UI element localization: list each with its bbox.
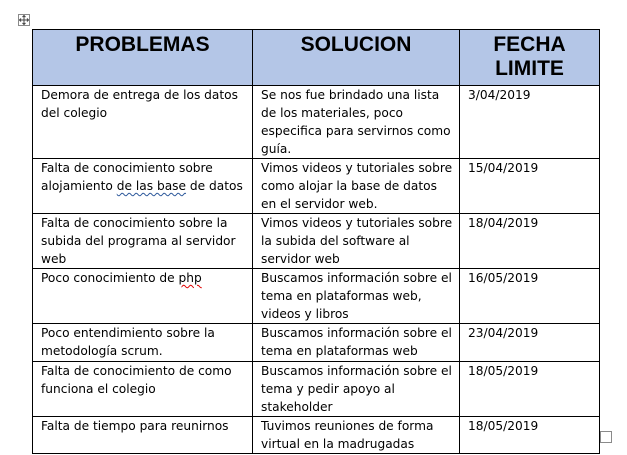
table-row — [33, 362, 600, 417]
cell-problema[interactable]: Falta de conocimiento sobre la subida del programa al servidor web — [33, 214, 253, 269]
cell-problema[interactable]: Poco entendimiento sobre la metodología scrum. — [33, 324, 253, 362]
table-header-row — [33, 30, 600, 86]
cell-fecha[interactable]: 18/04/2019 — [460, 214, 600, 269]
table-move-handle-icon[interactable] — [18, 14, 30, 26]
cell-fecha[interactable]: 15/04/2019 — [460, 159, 600, 214]
cell-solucion[interactable]: Buscamos información sobre el tema en plataformas web, videos y libros — [253, 269, 460, 324]
header-fecha-limite: FECHA LIMITE — [460, 30, 600, 86]
problems-table — [32, 29, 600, 454]
cell-fecha[interactable]: 23/04/2019 — [460, 324, 600, 362]
cell-solucion[interactable]: Vimos videos y tutoriales sobre como alojar la base de datos en el servidor web. — [253, 159, 460, 214]
cell-problema[interactable]: Falta de tiempo para reunirnos — [33, 417, 253, 454]
cell-solucion[interactable]: Buscamos información sobre el tema en plataformas web — [253, 324, 460, 362]
cell-fecha[interactable]: 18/05/2019 — [460, 362, 600, 417]
cell-fecha[interactable]: 18/05/2019 — [460, 417, 600, 454]
spelling-marked-text[interactable]: php — [178, 271, 202, 285]
cell-problema-text: Poco conocimiento de — [41, 271, 179, 285]
cell-problema[interactable]: Demora de entrega de los datos del colegio — [33, 86, 253, 159]
table-row — [33, 214, 600, 269]
grammar-marked-text[interactable]: de las base — [116, 179, 187, 193]
header-solucion: SOLUCION — [253, 30, 460, 86]
table-resize-handle[interactable] — [600, 431, 612, 443]
table-row — [33, 324, 600, 362]
cell-fecha[interactable]: 16/05/2019 — [460, 269, 600, 324]
cell-problema[interactable] — [33, 159, 253, 214]
cell-problema-text: de datos — [186, 179, 243, 193]
cell-problema[interactable] — [33, 269, 253, 324]
cell-solucion[interactable]: Vimos videos y tutoriales sobre la subida del software al servidor web — [253, 214, 460, 269]
header-problemas: PROBLEMAS — [33, 30, 253, 86]
table-row — [33, 86, 600, 159]
cell-solucion[interactable]: Se nos fue brindado una lista de los materiales, poco especifica para servirnos como guía. — [253, 86, 460, 159]
table-row — [33, 417, 600, 454]
table-row — [33, 159, 600, 214]
move-icon — [19, 15, 29, 25]
cell-fecha[interactable]: 3/04/2019 — [460, 86, 600, 159]
cell-solucion[interactable]: Buscamos información sobre el tema y pedir apoyo al stakeholder — [253, 362, 460, 417]
table-row — [33, 269, 600, 324]
cell-solucion[interactable]: Tuvimos reuniones de forma virtual en la madrugadas — [253, 417, 460, 454]
cell-problema-text: Falta de conocimiento sobre alojamiento — [41, 161, 213, 193]
cell-problema[interactable]: Falta de conocimiento de como funciona el colegio — [33, 362, 253, 417]
